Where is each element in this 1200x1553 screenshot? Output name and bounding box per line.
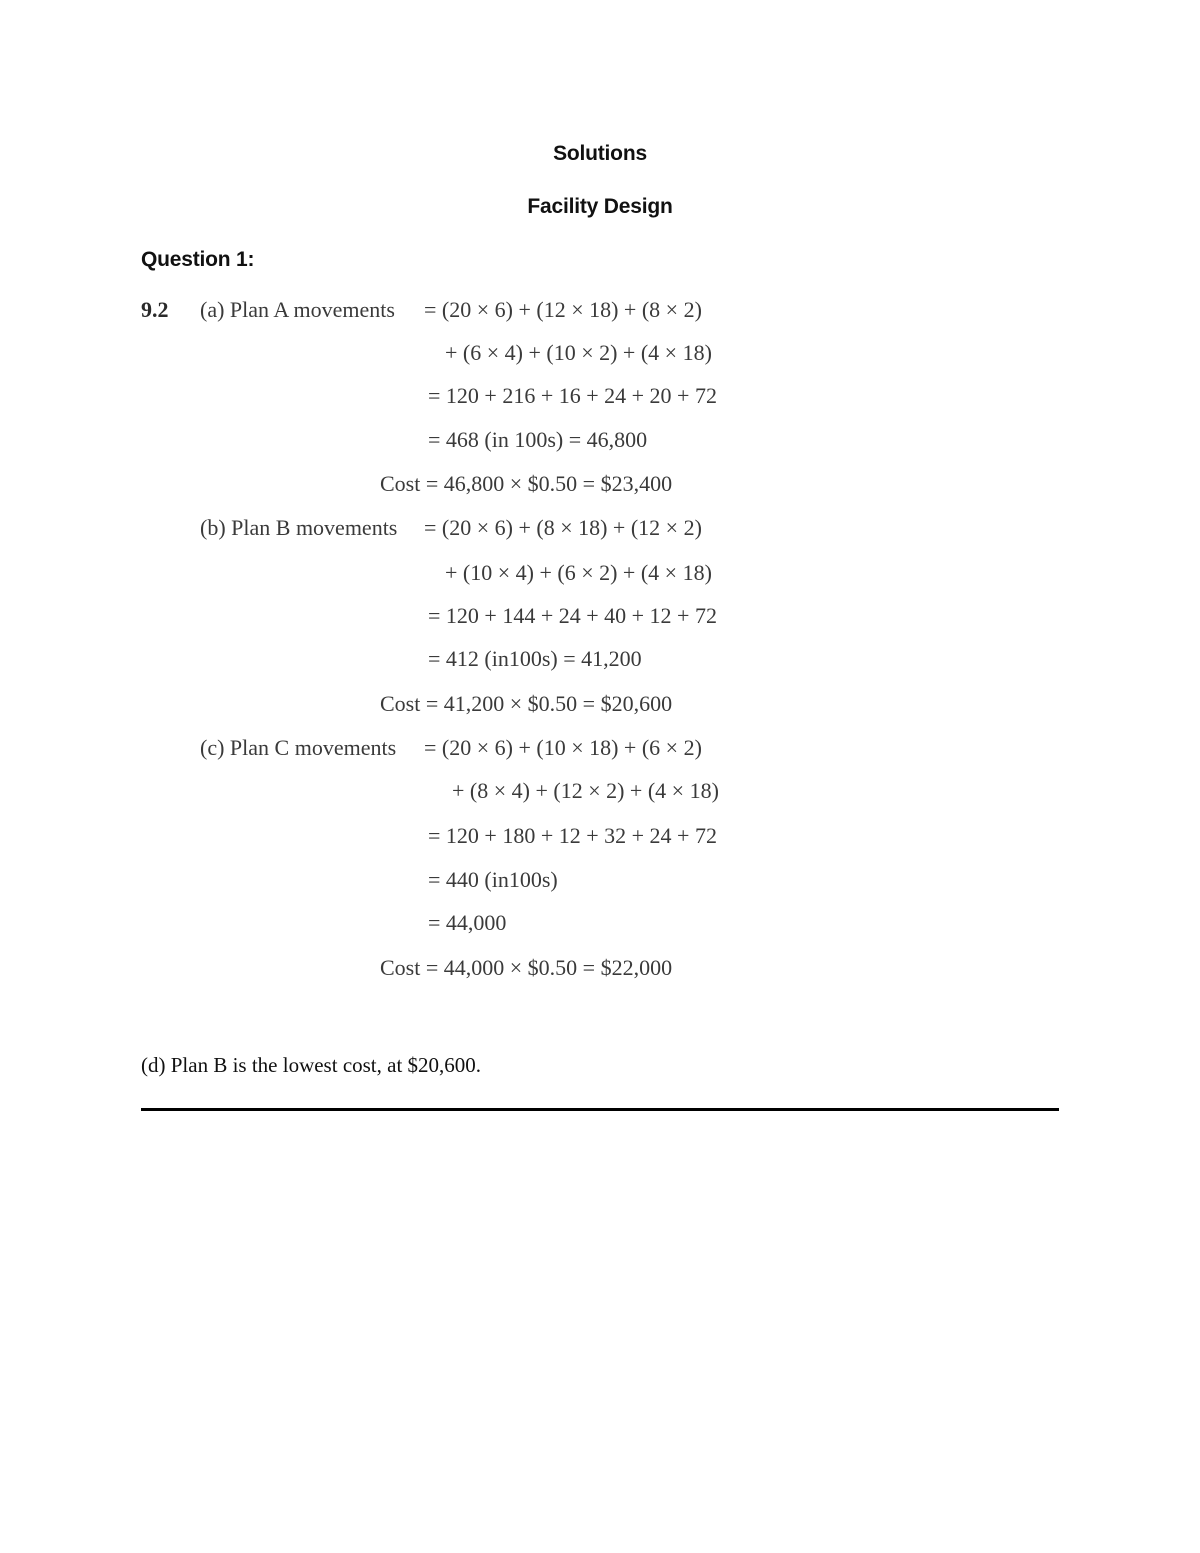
part-a-line4: = 468 (in 100s) = 46,800 (428, 427, 648, 452)
part-a-label: (a) Plan A movements (200, 297, 395, 322)
section-divider (141, 1108, 1059, 1111)
part-b-line4: = 412 (in100s) = 41,200 (428, 646, 642, 671)
part-c-line2: + (8 × 4) + (12 × 2) + (4 × 18) (452, 778, 719, 803)
part-a-line2: + (6 × 4) + (10 × 2) + (4 × 18) (445, 340, 712, 365)
part-b-line1: = (20 × 6) + (8 × 18) + (12 × 2) (424, 515, 702, 540)
part-b-label: (b) Plan B movements (200, 515, 398, 540)
part-c-line1: = (20 × 6) + (10 × 18) + (6 × 2) (424, 735, 702, 760)
part-c-line4: = 440 (in100s) (428, 867, 558, 892)
conclusion-text: (d) Plan B is the lowest cost, at $20,600. (141, 1053, 482, 1077)
part-a-cost: Cost = 46,800 × $0.50 = $23,400 (380, 471, 673, 496)
question-heading: Question 1: (141, 248, 255, 271)
part-a-line1: = (20 × 6) + (12 × 18) + (8 × 2) (424, 297, 702, 322)
page-title: Solutions (553, 142, 647, 165)
part-c-line5: = 44,000 (428, 910, 507, 935)
part-c-label: (c) Plan C movements (200, 735, 397, 760)
part-b-line3: = 120 + 144 + 24 + 40 + 12 + 72 (428, 603, 717, 628)
part-c-cost: Cost = 44,000 × $0.50 = $22,000 (380, 955, 673, 980)
part-c-line3: = 120 + 180 + 12 + 32 + 24 + 72 (428, 823, 717, 848)
problem-number: 9.2 (141, 297, 169, 322)
page-subtitle: Facility Design (527, 195, 673, 218)
part-b-cost: Cost = 41,200 × $0.50 = $20,600 (380, 691, 673, 716)
part-a-line3: = 120 + 216 + 16 + 24 + 20 + 72 (428, 383, 717, 408)
part-b-line2: + (10 × 4) + (6 × 2) + (4 × 18) (445, 560, 712, 585)
